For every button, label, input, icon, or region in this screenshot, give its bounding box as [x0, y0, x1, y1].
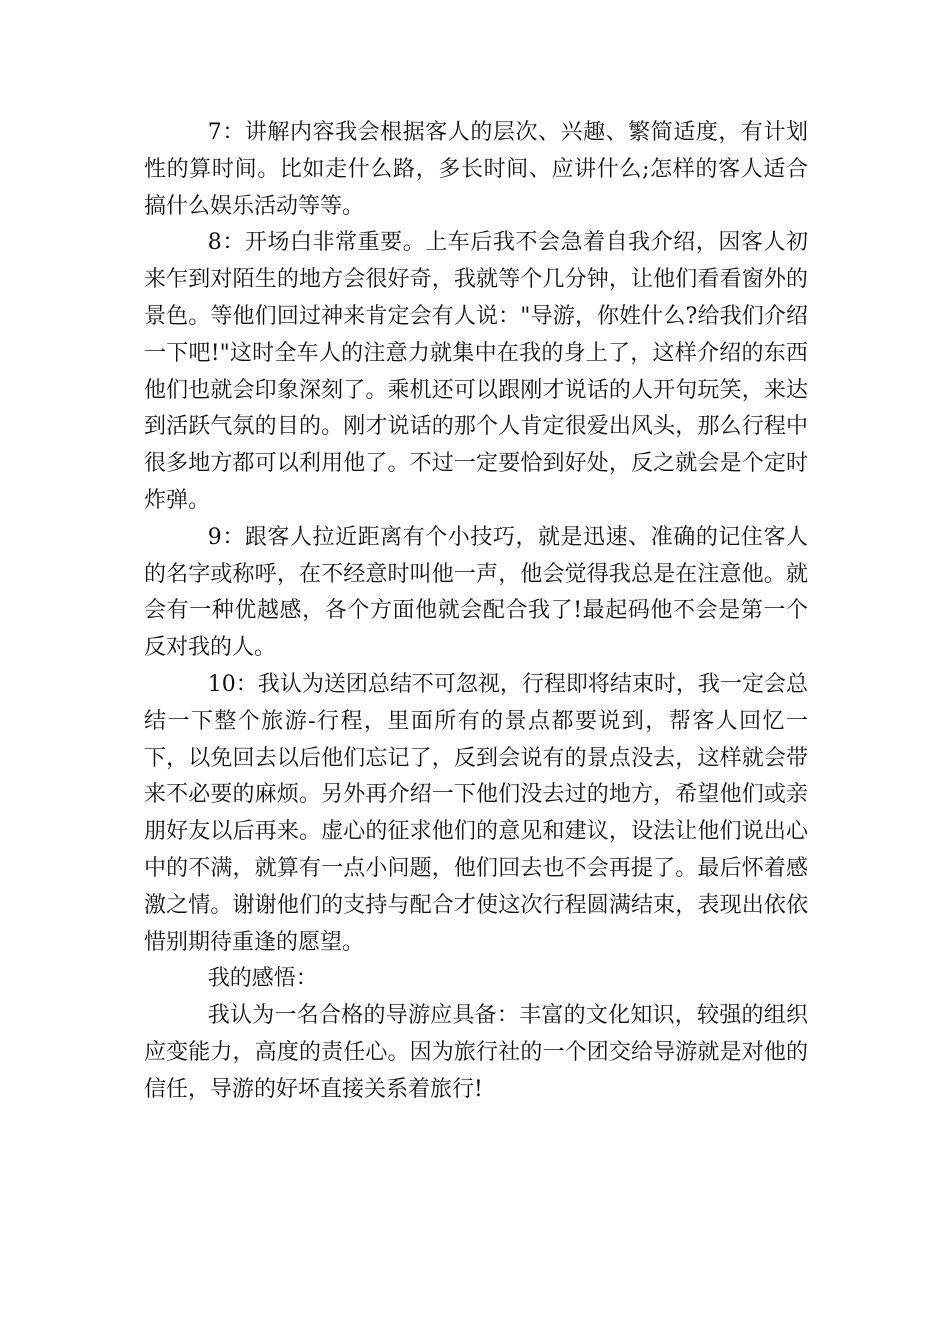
paragraph-10-tour-summary: 10：我认为送团总结不可忽视，行程即将结束时，我一定会总结一下整个旅游-行程，里面所有的景点都要说到，帮客人回忆一下，以免回去以后他们忘记了，反到会说有的景点没去，这样就会带来不必要的麻烦。另外再介绍一下他们没去过的地方，希望他们或亲朋好友以后再来。虚心的征求他们的意见和建议，设法让他们说出心中的不满，就算有一点小问题，他们回去也不会再提了。最后怀着感激之情。谢谢他们的支持与配合才使这次行程圆满结束，表现出依依惜别期待重逢的愿望。: [144, 671, 808, 955]
paragraph-7-explanation-content: 7：讲解内容我会根据客人的层次、兴趣、繁简适度，有计划性的算时间。比如走什么路，多长时间、应讲什么;怎样的客人适合搞什么娱乐活动等等。: [144, 120, 808, 219]
document-body: [144, 115, 808, 1109]
paragraph-9-remember-names: 9：跟客人拉近距离有个小技巧，就是迅速、准确的记住客人的名字或称呼，在不经意时叫他一声，他会觉得我总是在注意他。就会有一种优越感，各个方面他就会配合我了!最起码他不会是第一个反对我的人。: [144, 524, 808, 661]
reflection-paragraph: 我认为一名合格的导游应具备：丰富的文化知识，较强的组织应变能力，高度的责任心。因为旅行社的一个团交给导游就是对他的信任，导游的好坏直接关系着旅行!: [144, 1003, 808, 1102]
paragraph-8-opening-remarks: 8：开场白非常重要。上车后我不会急着自我介绍，因客人初来乍到对陌生的地方会很好奇，我就等个几分钟，让他们看看窗外的景色。等他们回过神来肯定会有人说："导游，你姓什么?给我们介绍一下吧!"这时全车人的注意力就集中在我的身上了，这样介绍的东西他们也就会印象深刻了。乘机还可以跟刚才说话的人开句玩笑，来达到活跃气氛的目的。刚才说话的那个人肯定很爱出风头，那么行程中很多地方都可以利用他了。不过一定要恰到好处，反之就会是个定时炸弹。: [144, 230, 808, 513]
reflection-heading: 我的感悟：: [207, 966, 318, 992]
